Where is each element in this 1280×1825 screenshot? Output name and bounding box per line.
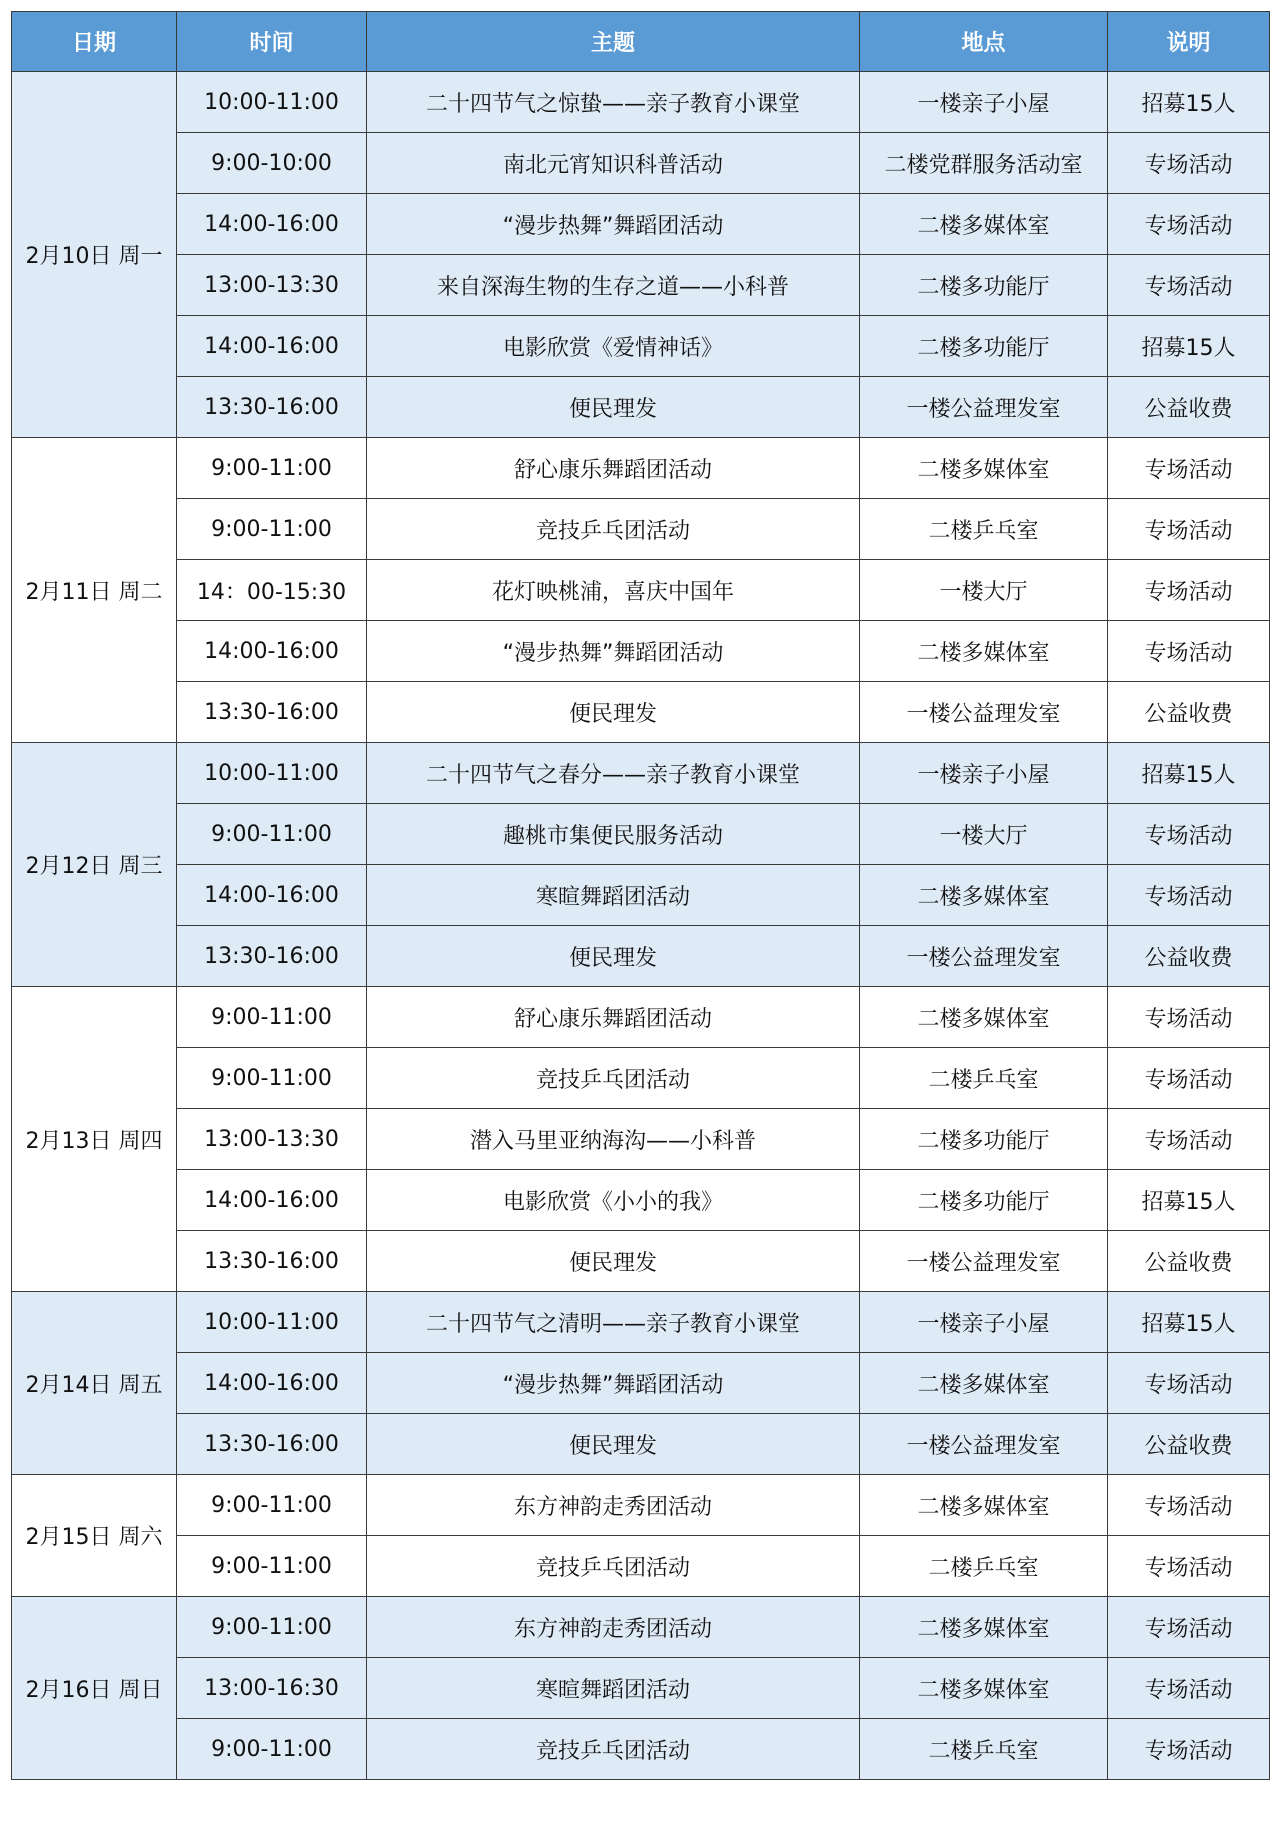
time-cell: 9:00-11:00 xyxy=(177,499,367,560)
topic-cell: 便民理发 xyxy=(367,926,860,987)
date-cell: 2月12日 周三 xyxy=(12,743,177,987)
date-cell: 2月10日 周一 xyxy=(12,72,177,438)
location-cell: 二楼多功能厅 xyxy=(860,1170,1108,1231)
topic-cell: 便民理发 xyxy=(367,1414,860,1475)
header-time: 时间 xyxy=(177,12,367,72)
location-cell: 二楼乒乓室 xyxy=(860,1536,1108,1597)
note-cell: 专场活动 xyxy=(1108,804,1270,865)
time-cell: 9:00-11:00 xyxy=(177,1536,367,1597)
location-cell: 二楼多功能厅 xyxy=(860,1109,1108,1170)
note-cell: 专场活动 xyxy=(1108,1719,1270,1780)
time-cell: 13:30-16:00 xyxy=(177,1414,367,1475)
table-row xyxy=(12,1597,1270,1658)
time-cell: 13:00-13:30 xyxy=(177,1109,367,1170)
topic-cell: 二十四节气之惊蛰——亲子教育小课堂 xyxy=(367,72,860,133)
table-row xyxy=(12,255,1270,316)
time-cell: 10:00-11:00 xyxy=(177,743,367,804)
table-row xyxy=(12,1048,1270,1109)
header-row xyxy=(12,12,1270,72)
table-row xyxy=(12,194,1270,255)
topic-cell: 寒暄舞蹈团活动 xyxy=(367,1658,860,1719)
location-cell: 一楼亲子小屋 xyxy=(860,72,1108,133)
topic-cell: 二十四节气之春分——亲子教育小课堂 xyxy=(367,743,860,804)
note-cell: 公益收费 xyxy=(1108,926,1270,987)
topic-cell: “漫步热舞”舞蹈团活动 xyxy=(367,1353,860,1414)
table-row xyxy=(12,1353,1270,1414)
time-cell: 9:00-11:00 xyxy=(177,804,367,865)
time-cell: 10:00-11:00 xyxy=(177,1292,367,1353)
location-cell: 二楼多媒体室 xyxy=(860,194,1108,255)
time-cell: 13:00-16:30 xyxy=(177,1658,367,1719)
topic-cell: 花灯映桃浦，喜庆中国年 xyxy=(367,560,860,621)
topic-cell: 便民理发 xyxy=(367,377,860,438)
date-cell: 2月11日 周二 xyxy=(12,438,177,743)
time-cell: 9:00-11:00 xyxy=(177,1719,367,1780)
table-row xyxy=(12,1231,1270,1292)
time-cell: 14:00-16:00 xyxy=(177,621,367,682)
location-cell: 二楼多媒体室 xyxy=(860,621,1108,682)
time-cell: 9:00-11:00 xyxy=(177,987,367,1048)
note-cell: 专场活动 xyxy=(1108,133,1270,194)
location-cell: 一楼公益理发室 xyxy=(860,1414,1108,1475)
note-cell: 招募15人 xyxy=(1108,72,1270,133)
location-cell: 一楼公益理发室 xyxy=(860,1231,1108,1292)
header-date: 日期 xyxy=(12,12,177,72)
note-cell: 招募15人 xyxy=(1108,1170,1270,1231)
table-row xyxy=(12,1719,1270,1780)
topic-cell: “漫步热舞”舞蹈团活动 xyxy=(367,194,860,255)
location-cell: 二楼乒乓室 xyxy=(860,1048,1108,1109)
table-row xyxy=(12,1414,1270,1475)
time-cell: 13:30-16:00 xyxy=(177,682,367,743)
location-cell: 二楼多媒体室 xyxy=(860,1353,1108,1414)
time-cell: 13:00-13:30 xyxy=(177,255,367,316)
time-cell: 14：00-15:30 xyxy=(177,560,367,621)
table-row xyxy=(12,621,1270,682)
location-cell: 二楼党群服务活动室 xyxy=(860,133,1108,194)
location-cell: 二楼乒乓室 xyxy=(860,1719,1108,1780)
table-row xyxy=(12,560,1270,621)
location-cell: 一楼公益理发室 xyxy=(860,377,1108,438)
topic-cell: 寒暄舞蹈团活动 xyxy=(367,865,860,926)
note-cell: 专场活动 xyxy=(1108,499,1270,560)
time-cell: 13:30-16:00 xyxy=(177,377,367,438)
location-cell: 一楼大厅 xyxy=(860,804,1108,865)
date-cell: 2月15日 周六 xyxy=(12,1475,177,1597)
time-cell: 14:00-16:00 xyxy=(177,1353,367,1414)
note-cell: 公益收费 xyxy=(1108,377,1270,438)
location-cell: 二楼多媒体室 xyxy=(860,1658,1108,1719)
table-row xyxy=(12,682,1270,743)
topic-cell: 竞技乒乓团活动 xyxy=(367,1719,860,1780)
table-row xyxy=(12,1536,1270,1597)
table-row xyxy=(12,1475,1270,1536)
schedule-table xyxy=(11,11,1270,1780)
note-cell: 专场活动 xyxy=(1108,621,1270,682)
time-cell: 9:00-11:00 xyxy=(177,1048,367,1109)
table-row xyxy=(12,804,1270,865)
time-cell: 13:30-16:00 xyxy=(177,926,367,987)
location-cell: 二楼多媒体室 xyxy=(860,1597,1108,1658)
note-cell: 专场活动 xyxy=(1108,865,1270,926)
table-row xyxy=(12,1658,1270,1719)
topic-cell: 电影欣赏《爱情神话》 xyxy=(367,316,860,377)
location-cell: 二楼多功能厅 xyxy=(860,255,1108,316)
location-cell: 二楼多媒体室 xyxy=(860,1475,1108,1536)
table-row xyxy=(12,499,1270,560)
table-row xyxy=(12,987,1270,1048)
note-cell: 专场活动 xyxy=(1108,194,1270,255)
time-cell: 9:00-11:00 xyxy=(177,1475,367,1536)
location-cell: 一楼大厅 xyxy=(860,560,1108,621)
time-cell: 13:30-16:00 xyxy=(177,1231,367,1292)
note-cell: 专场活动 xyxy=(1108,560,1270,621)
location-cell: 二楼多媒体室 xyxy=(860,987,1108,1048)
time-cell: 14:00-16:00 xyxy=(177,865,367,926)
table-row xyxy=(12,1109,1270,1170)
note-cell: 专场活动 xyxy=(1108,438,1270,499)
location-cell: 一楼亲子小屋 xyxy=(860,1292,1108,1353)
time-cell: 9:00-11:00 xyxy=(177,438,367,499)
date-cell: 2月16日 周日 xyxy=(12,1597,177,1780)
note-cell: 公益收费 xyxy=(1108,1414,1270,1475)
topic-cell: 东方神韵走秀团活动 xyxy=(367,1597,860,1658)
time-cell: 14:00-16:00 xyxy=(177,194,367,255)
note-cell: 招募15人 xyxy=(1108,743,1270,804)
topic-cell: 舒心康乐舞蹈团活动 xyxy=(367,987,860,1048)
date-cell: 2月14日 周五 xyxy=(12,1292,177,1475)
topic-cell: 趣桃市集便民服务活动 xyxy=(367,804,860,865)
table-row xyxy=(12,133,1270,194)
location-cell: 一楼公益理发室 xyxy=(860,682,1108,743)
location-cell: 二楼多媒体室 xyxy=(860,438,1108,499)
topic-cell: 东方神韵走秀团活动 xyxy=(367,1475,860,1536)
table-row xyxy=(12,1170,1270,1231)
topic-cell: 竞技乒乓团活动 xyxy=(367,1048,860,1109)
note-cell: 专场活动 xyxy=(1108,1597,1270,1658)
location-cell: 二楼多媒体室 xyxy=(860,865,1108,926)
topic-cell: 潜入马里亚纳海沟——小科普 xyxy=(367,1109,860,1170)
note-cell: 专场活动 xyxy=(1108,1536,1270,1597)
note-cell: 公益收费 xyxy=(1108,1231,1270,1292)
note-cell: 专场活动 xyxy=(1108,1109,1270,1170)
header-note: 说明 xyxy=(1108,12,1270,72)
time-cell: 9:00-10:00 xyxy=(177,133,367,194)
note-cell: 专场活动 xyxy=(1108,1353,1270,1414)
table-header xyxy=(12,12,1270,72)
topic-cell: 二十四节气之清明——亲子教育小课堂 xyxy=(367,1292,860,1353)
table-row xyxy=(12,72,1270,133)
header-location: 地点 xyxy=(860,12,1108,72)
location-cell: 二楼多功能厅 xyxy=(860,316,1108,377)
location-cell: 一楼亲子小屋 xyxy=(860,743,1108,804)
topic-cell: 竞技乒乓团活动 xyxy=(367,1536,860,1597)
topic-cell: “漫步热舞”舞蹈团活动 xyxy=(367,621,860,682)
note-cell: 专场活动 xyxy=(1108,1658,1270,1719)
table-row xyxy=(12,743,1270,804)
table-row xyxy=(12,1292,1270,1353)
topic-cell: 舒心康乐舞蹈团活动 xyxy=(367,438,860,499)
note-cell: 专场活动 xyxy=(1108,987,1270,1048)
time-cell: 14:00-16:00 xyxy=(177,1170,367,1231)
table-row xyxy=(12,438,1270,499)
note-cell: 专场活动 xyxy=(1108,1475,1270,1536)
table-row xyxy=(12,377,1270,438)
note-cell: 招募15人 xyxy=(1108,1292,1270,1353)
date-cell: 2月13日 周四 xyxy=(12,987,177,1292)
table-row xyxy=(12,316,1270,377)
note-cell: 招募15人 xyxy=(1108,316,1270,377)
time-cell: 9:00-11:00 xyxy=(177,1597,367,1658)
header-topic: 主题 xyxy=(367,12,860,72)
topic-cell: 便民理发 xyxy=(367,682,860,743)
location-cell: 二楼乒乓室 xyxy=(860,499,1108,560)
note-cell: 公益收费 xyxy=(1108,682,1270,743)
table-body xyxy=(12,72,1270,1780)
note-cell: 专场活动 xyxy=(1108,1048,1270,1109)
time-cell: 10:00-11:00 xyxy=(177,72,367,133)
location-cell: 一楼公益理发室 xyxy=(860,926,1108,987)
time-cell: 14:00-16:00 xyxy=(177,316,367,377)
table-row xyxy=(12,926,1270,987)
topic-cell: 南北元宵知识科普活动 xyxy=(367,133,860,194)
topic-cell: 便民理发 xyxy=(367,1231,860,1292)
note-cell: 专场活动 xyxy=(1108,255,1270,316)
topic-cell: 来自深海生物的生存之道——小科普 xyxy=(367,255,860,316)
topic-cell: 电影欣赏《小小的我》 xyxy=(367,1170,860,1231)
topic-cell: 竞技乒乓团活动 xyxy=(367,499,860,560)
table-row xyxy=(12,865,1270,926)
